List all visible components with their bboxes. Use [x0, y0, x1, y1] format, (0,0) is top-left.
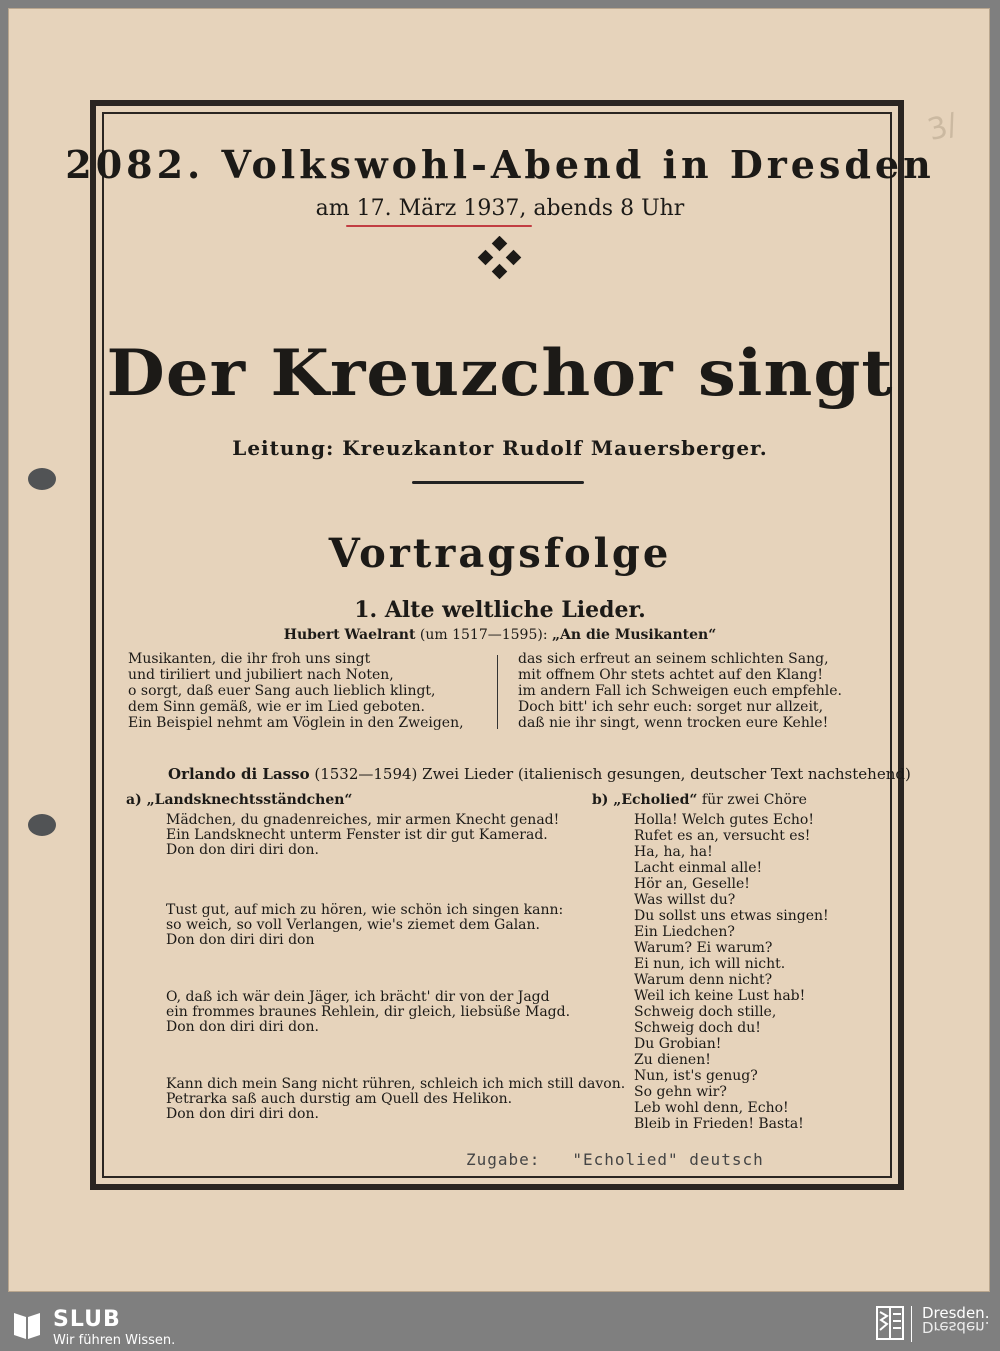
echo-line: Ei nun, ich will nicht.	[634, 956, 786, 972]
encore-typewritten: Zugabe: "Echolied" deutsch	[466, 1150, 764, 1169]
waelrant-line	[0, 627, 1000, 643]
dresden-logo-text	[922, 1306, 989, 1334]
event-title: 2082. Volkswohl-Abend in Dresden	[65, 142, 935, 187]
song-b-title: b) „Echolied“	[592, 792, 698, 808]
red-underline	[346, 225, 532, 227]
echo-line: Bleib in Frieden! Basta!	[634, 1116, 804, 1132]
section-title: 1. Alte weltliche Lieder.	[354, 597, 646, 623]
echo-line: Schweig doch stille,	[634, 1004, 777, 1020]
echo-line: So gehn wir?	[634, 1084, 727, 1100]
composer-name: Orlando di Lasso	[168, 765, 310, 783]
lasso-line	[168, 765, 911, 783]
stanza: Tust gut, auf mich zu hören, wie schön ich singen kann: so weich, so voll Verlangen, wie's ziemet dem Galan. Don don diri diri don	[166, 902, 564, 948]
pencil-mark: 3/	[923, 106, 962, 149]
composer-years: (um 1517—1595):	[419, 627, 548, 643]
column-divider	[497, 655, 498, 729]
echo-line: Weil ich keine Lust hab!	[634, 988, 806, 1004]
echo-line: Schweig doch du!	[634, 1020, 761, 1036]
slub-logo-text: SLUB	[53, 1307, 121, 1332]
dresden-label: Dresden.	[922, 1304, 990, 1322]
program-title: Vortragsfolge	[328, 530, 672, 577]
lasso-description: (1532—1594) Zwei Lieder (italienisch gesungen, deutscher Text nachstehend)	[309, 765, 911, 783]
event-date: am 17. März 1937, abends 8 Uhr	[315, 196, 685, 221]
echo-line: Holla! Welch gutes Echo!	[634, 812, 814, 828]
conductor-line: Leitung: Kreuzkantor Rudolf Mauersberger.	[232, 436, 768, 460]
echo-line: Du Grobian!	[634, 1036, 722, 1052]
echo-line: Leb wohl denn, Echo!	[634, 1100, 789, 1116]
dresden-label-mirror: Dresden.	[922, 1318, 990, 1336]
echo-line: Ein Liedchen?	[634, 924, 735, 940]
echo-line: Nun, ist's genug?	[634, 1068, 758, 1084]
composer-name: Hubert Waelrant	[283, 627, 416, 643]
footer-divider	[911, 1306, 912, 1342]
echo-line: Warum? Ei warum?	[634, 940, 773, 956]
diamond-ornament-icon	[474, 236, 526, 282]
slub-tagline: Wir führen Wissen.	[53, 1333, 176, 1348]
echo-line: Zu dienen!	[634, 1052, 711, 1068]
punch-hole	[28, 814, 56, 836]
song-b-subtitle: für zwei Chöre	[697, 792, 807, 808]
echo-line: Lacht einmal alle!	[634, 860, 763, 876]
echo-line: Du sollst uns etwas singen!	[634, 908, 829, 924]
stanza: Kann dich mein Sang nicht rühren, schleich ich mich still davon. Petrarka saß auch durstig am Quell des Helikon. Don don diri diri don.	[166, 1076, 626, 1122]
footer-bar	[0, 1300, 1000, 1351]
poem-left: Musikanten, die ihr froh uns singt und tiriliert und jubiliert nach Noten, o sorgt, daß euer Sang auch lieblich klingt, dem Sinn gemäß, wie er im Lied geboten. Ein Beispiel nehmt am Vöglein in den Zweigen,	[128, 651, 464, 731]
echo-line: Hör an, Geselle!	[634, 876, 750, 892]
main-heading: Der Kreuzchor singt	[106, 336, 894, 411]
book-icon	[12, 1309, 42, 1341]
echo-line: Warum denn nicht?	[634, 972, 773, 988]
stanza: O, daß ich wär dein Jäger, ich brächt' dir von der Jagd ein frommes braunes Rehlein, dir gleich, liebsüße Magd. Don don diri diri don.	[166, 989, 571, 1035]
song-title: „An die Musikanten“	[551, 627, 717, 643]
song-a-title: a) „Landsknechtsständchen“	[126, 792, 353, 808]
echo-line: Ha, ha, ha!	[634, 844, 713, 860]
song-b-heading	[592, 792, 807, 808]
divider-rule	[412, 481, 584, 484]
stanza: Mädchen, du gnadenreiches, mir armen Knecht genad! Ein Landsknecht unterm Fenster ist dir gut Kamerad. Don don diri diri don.	[166, 812, 560, 858]
punch-hole	[28, 468, 56, 490]
poem-right: das sich erfreut an seinem schlichten Sang, mit offnem Ohr stets achtet auf den Klang! im andern Fall ich Schweigen euch empfehle. Doch bitt' ich sehr euch: sorget nur allzeit, daß nie ihr singt, wenn trocken eure Kehle!	[518, 651, 843, 731]
echo-line: Rufet es an, versucht es!	[634, 828, 811, 844]
echo-lyrics	[634, 812, 829, 1132]
dresden-coat-of-arms-icon	[876, 1306, 906, 1342]
echo-line: Was willst du?	[634, 892, 736, 908]
